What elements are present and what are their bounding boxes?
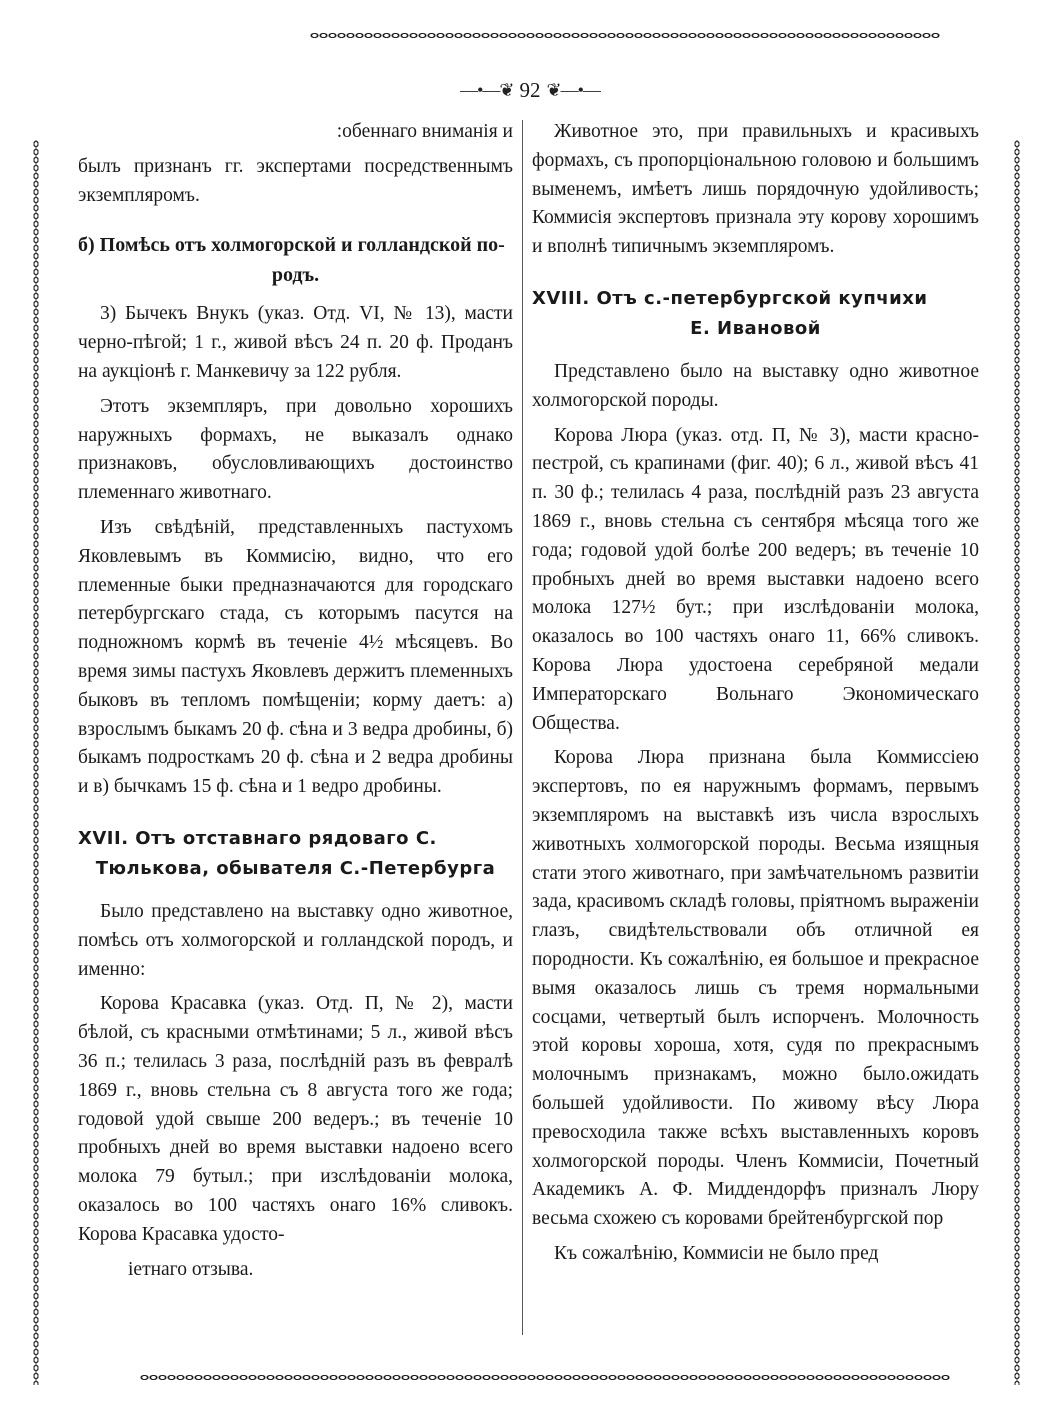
section-xvii-heading (78, 824, 513, 884)
paragraph: Животное это, при правильныхъ и красивыхъ формахъ, съ пропорціональною головою и большимъ выменемъ, имѣетъ лишь порядочную удойливость; Коммисія экспертовъ признала эту корову хорошимъ и вполнѣ типичнымъ экземпляромъ. (532, 121, 979, 258)
intro-continuation: былъ признанъ гг. экспертами посредственнымъ экземпляромъ. (78, 155, 513, 206)
paragraph: Изъ свѣдѣній, представленныхъ пастухомъ Яковлевымъ въ Коммисію, видно, что его племенные быки предназначаются для городскаго петербургскаго стада, съ которымъ пасутся на подножномъ кормѣ въ теченіе 4½ мѣсяцевъ. Во время зимы пастухъ Яковлевъ держитъ племенныхъ быковъ въ тепломъ помѣщеніи; корму даетъ: а) взрослымъ быкамъ 20 ф. сѣна и 3 ведра дробины, б) быкамъ подросткамъ 20 ф. сѣна и 2 ведра дробины и в) бычкамъ 15 ф. сѣна и 1 ведро дробины. (78, 516, 513, 798)
top-ornamental-rule (310, 30, 940, 40)
paragraph: 3) Бычекъ Внукъ (указ. Отд. VI, № 13), масти черно-пѣгой; 1 г., живой вѣсъ 24 п. 20 ф. Проданъ на аукціонѣ г. Манкевичу за 122 рубля. (78, 303, 513, 382)
right-column (532, 118, 979, 1269)
paragraph: Корова Люра (указ. отд. П, № 3), масти красно-пестрой, съ крапинами (фиг. 40); 6 л., живой вѣсъ 41 п. 30 ф.; телилась 4 раза, послѣдній разъ 23 августа 1869 г., вновь стельна съ сентября мѣсяца того же года; годовой удой болѣе 200 ведеръ; въ теченіе 10 пробныхъ дней во время выставки надоено всего молока 127½ бут.; при изслѣдованіи молока, оказалось во 100 частяхъ онаго 11, 66% сливокъ. Корова Люра удостоена серебряной медали Императорскаго Вольнаго Экономическаго Общества. (532, 424, 979, 734)
section-xvii-title-line2: Тюлькова, обывателя С.-Петербурга (95, 857, 496, 879)
right-flourish-icon: ❦—•— (546, 79, 600, 100)
page-header (430, 72, 630, 108)
intro-fragment: :обеннаго вниманія и (336, 121, 513, 142)
bottom-ornamental-rule (140, 1372, 950, 1382)
section-xviii-title-line1: XVIII. Отъ с.-петербургской купчихи (532, 287, 928, 309)
paragraph-fragment: іетнаго отзыва. (128, 1258, 254, 1280)
paragraph: Къ сожалѣнію, Коммисіи не было пред (554, 1242, 879, 1264)
right-ornamental-border (1013, 140, 1021, 1385)
paragraph: Корова Красавка (указ. Отд. П, № 2), масти бѣлой, съ красными отмѣтинами; 5 л., живой вѣсъ 36 п.; телилась 3 раза, послѣдній разъ въ февралѣ 1869 г., вновь стельна съ 8 августа того же года; годовой удой свыше 200 ведеръ.; въ теченіе 10 пробныхъ дней во время выставки надоено всего молока 79 бутыл.; при изслѣдованіи молока, оказалось во 100 частяхъ онаго 16% сливокъ. Корова Красавка удосто- (78, 993, 513, 1245)
page-number: 92 (519, 77, 541, 102)
column-divider (522, 120, 523, 1335)
section-xviii-title-line2: Е. Ивановой (690, 317, 821, 339)
subsection-b-title-line1: б) Помѣсь отъ холмогорской и голландской по- (78, 234, 505, 257)
paragraph: Корова Люра признана была Коммиссіею экспертовъ, по ея наружнымъ формамъ, первымъ экземпляромъ на выставкѣ изъ числа взрослыхъ животныхъ холмогорской породы. Весьма изящныя стати этого животнаго, при замѣчательномъ развитіи зада, красивомъ складѣ головы, пріятномъ выраженіи глазъ, свидѣтельствовали объ отличной ея породности. Къ сожалѣнію, ея большое и прекрасное вымя оказалось лишь съ тремя нормальными сосцами, четвертый былъ испорченъ. Молочность этой коровы хороша, хотя, судя по прекраснымъ молочнымъ признакамъ, можно было.ожидать большей удойливости. По живому вѣсу Люра превосходила также всѣхъ выставленныхъ коровъ холмогорской породы. Членъ Коммисіи, Почетный Академикъ А. Ф. Миддендорфъ призналъ Люру весьма схожею съ коровами брейтенбургской пор (532, 747, 979, 1230)
section-xvii-title-line1: XVII. Отъ отставнаго рядоваго С. (78, 827, 437, 849)
left-ornamental-border (32, 140, 40, 1385)
paragraph: Представлено было на выставку одно животное холмогорской породы. (532, 360, 979, 411)
subsection-b-title-line2: родъ. (271, 264, 320, 287)
paragraph: Этотъ экземпляръ, при довольно хорошихъ наружныхъ формахъ, не выказалъ однако признаковъ, обусловливающихъ достоинство племеннаго животнаго. (78, 395, 513, 504)
section-xviii-heading (532, 284, 979, 344)
left-column (78, 118, 513, 1284)
subsection-b-heading (78, 230, 513, 290)
left-flourish-icon: —•—❦ (460, 79, 514, 100)
paragraph: Было представлено на выставку одно животное, помѣсь отъ холмогорской и голландской породъ, и именно: (78, 900, 513, 980)
